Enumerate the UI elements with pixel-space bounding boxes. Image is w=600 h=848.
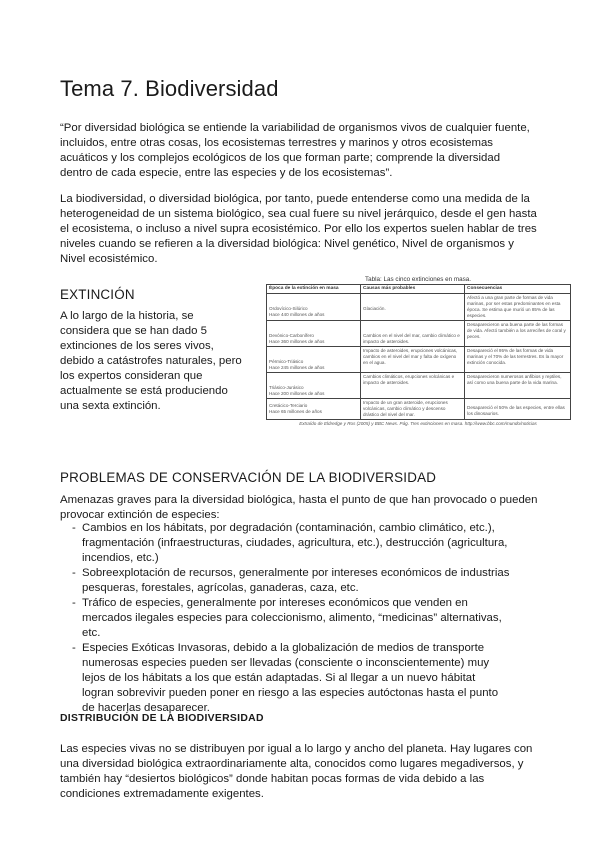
- table-header-row: [267, 285, 571, 294]
- table-cell-epoch: Ordovícico-Silúrico Hace 440 millones de años: [267, 294, 361, 321]
- list-item-text: Sobreexplotación de recursos, generalmente por intereses económicos de industrias pesqueras, forestales, agrícolas, ganaderas, caza, etc.: [82, 567, 510, 594]
- intro-quote: “Por diversidad biológica se entiende la variabilidad de organismos vivos de cualquier fuente, incluidos, entre otras cosas, los ecosistemas terrestres y marinos y otros ecosistemas acuáticos y los complejos ecológicos de los que forman parte; comprende la diversidad dentro de cada especie, entre las especies y de los ecosistemas”.: [60, 122, 530, 179]
- distribucion-text: Las especies vivas no se distribuyen por igual a lo largo y ancho del planeta. Hay lugares con una diversidad biológica extraordinariamente alta, conocidos como lugares megadiversos, y también hay “desiertos biológicos” donde habitan pocas formas de vida debido a las condiciones extremadamente exigentes.: [60, 743, 533, 800]
- intro-paragraph: La biodiversidad, o diversidad biológica, por tanto, puede entenderse como una medida de la heterogeneidad de un sistema biológico, sea cual fuere su nivel jerárquico, desde el gen hasta el ecosistema, o incluso a nivel supra ecosistémico. Por ello los expertos suelen hablar de tres niveles cuando se refieren a la diversidad biológica: Nivel genético, Nivel de organismos y Nivel ecosistémico.: [60, 193, 537, 265]
- table-header-cell: Consecuencias: [465, 285, 571, 294]
- extincion-heading: EXTINCIÓN: [60, 287, 135, 302]
- extinction-table-figure: [266, 276, 570, 427]
- table-cell-cause: Cambios climáticos, erupciones volcánicas e impacto de asteroides.: [361, 373, 465, 399]
- table-row: [267, 294, 571, 321]
- bullet-dash: -: [72, 522, 76, 534]
- extinction-table-caption: Tabla: Las cinco extinciones en masa.: [364, 276, 472, 283]
- extinction-table: [266, 284, 571, 420]
- table-cell-epoch: Triásico-Jurásico Hace 200 millones de años: [267, 373, 361, 399]
- table-cell-consequence: Desaparecieron una buena parte de las formas de vida. Afectó también a los arrecifes de coral y peces.: [465, 321, 571, 347]
- table-row: [267, 373, 571, 399]
- table-cell-consequence: Afectó a una gran parte de formas de vida marinas, por ser estas predominantes en esta época. Se estima que murió un 85% de las especies.: [465, 294, 571, 321]
- bullet-dash: -: [72, 567, 76, 579]
- list-item-text: Tráfico de especies, generalmente por intereses económicos que venden en mercados ilegales especies para coleccionismo, alimento, “medicinas” alternativas, etc.: [82, 597, 502, 639]
- table-header-cell: Época de la extinción en masa: [267, 285, 361, 294]
- list-item: [60, 566, 510, 596]
- list-item: [60, 596, 510, 641]
- table-cell-epoch: Devónico-Carbonífero Hace 360 millones de años: [267, 321, 361, 347]
- threats-list: [60, 521, 510, 716]
- table-cell-consequence: Desapareció el 50% de las especies, entre ellas los dinosaurios.: [465, 399, 571, 420]
- conservacion-lead: Amenazas graves para la diversidad biológica, hasta el punto de que han provocado o pueden provocar extinción de especies:: [60, 494, 538, 521]
- list-item-text: Especies Exóticas Invasoras, debido a la globalización de medios de transporte numerosas especies pueden ser llevadas (consciente o inconscientemente) muy lejos de los hábitats a los que están adaptadas. Si al llegar a un nuevo hábitat logran sobrevivir pueden poner en riesgo a las especies autóctonas hasta el punto de hacerlas desaparecer.: [82, 642, 499, 714]
- table-cell-epoch: Pérmico-Triásico Hace 245 millones de años: [267, 347, 361, 373]
- table-cell-cause: Impacto de un gran asteroide, erupciones volcánicas, cambio climático y descenso drástico del nivel del mar.: [361, 399, 465, 420]
- bullet-dash: -: [72, 642, 76, 654]
- table-header-cell: Causas más probables: [361, 285, 465, 294]
- table-cell-cause: Cambios en el nivel del mar, cambio climático e impacto de asteroides.: [361, 321, 465, 347]
- table-cell-consequence: Desaparecieron numerosos anfibios y reptiles, así como una buena parte de la vida marina.: [465, 373, 571, 399]
- table-cell-cause: Impacto de asteroides, erupciones volcánicas, cambios en el nivel del mar y falta de oxígeno en el agua.: [361, 347, 465, 373]
- table-row: [267, 321, 571, 347]
- table-cell-consequence: Desapareció el 95% de las formas de vida marinas y el 70% de las terrestres. Es la mayor extinción conocida.: [465, 347, 571, 373]
- bullet-dash: -: [72, 597, 76, 609]
- conservacion-heading: PROBLEMAS DE CONSERVACIÓN DE LA BIODIVERSIDAD: [60, 470, 437, 485]
- page-title: Tema 7. Biodiversidad: [60, 76, 279, 101]
- table-cell-cause: Glaciación.: [361, 294, 465, 321]
- extincion-text: A lo largo de la historia, se considera que se han dado 5 extinciones de los seres vivos, debido a catástrofes naturales, pero los expertos consideran que actualmente se está produciendo una sexta extinción.: [60, 310, 242, 412]
- list-item: [60, 521, 510, 566]
- extinction-table-source: Extraído de Eldredge y Ros (2005) y BBC News. Pág. Tres extinciones en masa. http://www.bbc.com/mundo/noticias: [299, 421, 537, 426]
- list-item: [60, 641, 510, 716]
- table-row: [267, 399, 571, 420]
- distribucion-heading: DISTRIBUCIÓN DE LA BIODIVERSIDAD: [60, 713, 264, 724]
- list-item-text: Cambios en los hábitats, por degradación (contaminación, cambio climático, etc.), fragmentación (infraestructuras, ciudades, agricultura, etc.), destrucción (agricultura, incendios, etc.): [82, 522, 508, 564]
- table-cell-epoch: Cretácico-Terciario Hace 65 millones de años: [267, 399, 361, 420]
- table-row: [267, 347, 571, 373]
